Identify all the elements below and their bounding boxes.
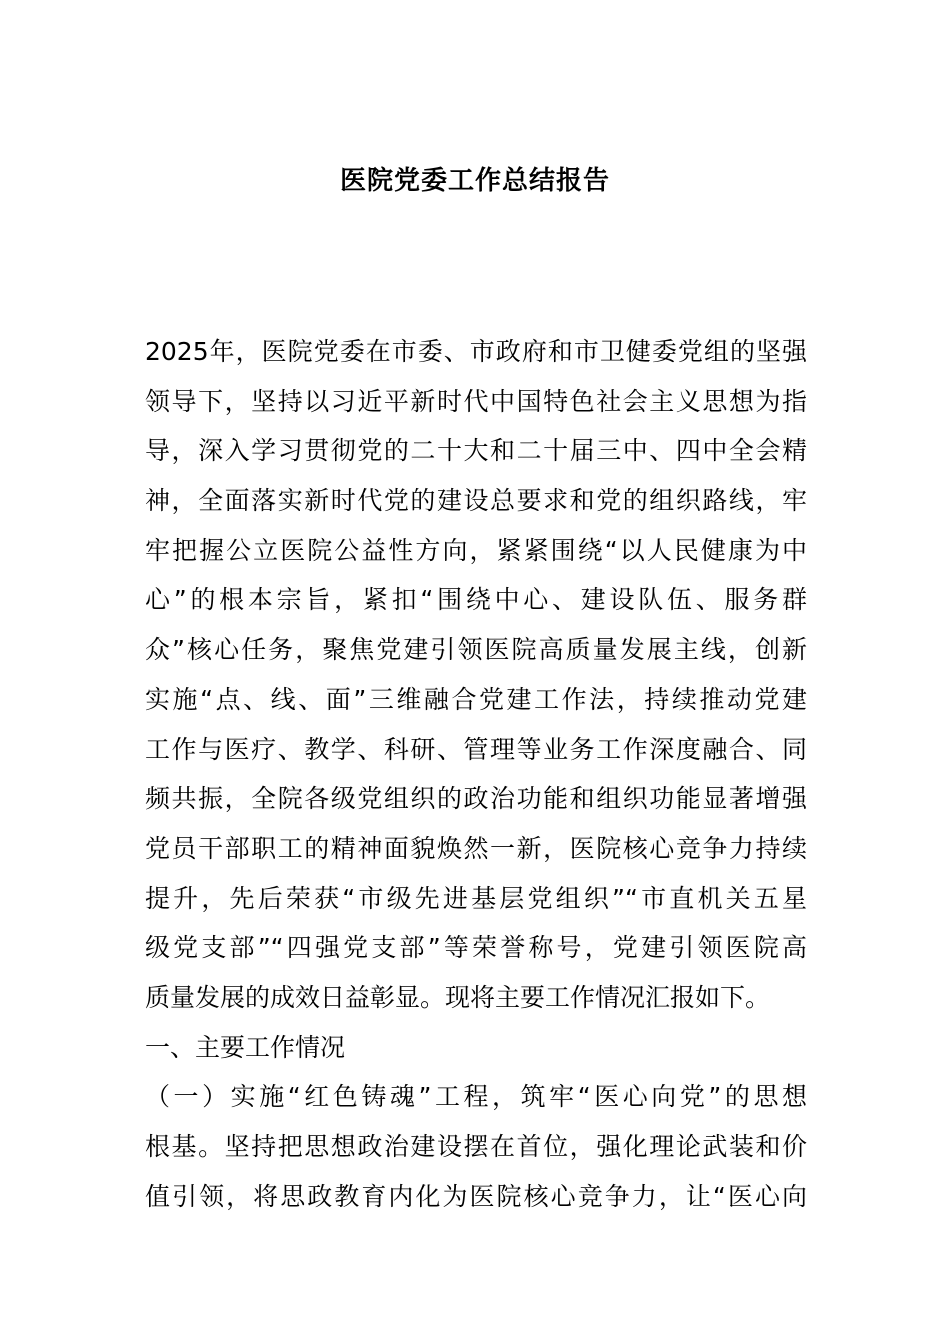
text-line: 牢把握公立医院公益性方向，紧紧围绕“以人民健康为中 xyxy=(145,535,807,565)
text-line: 2025年，医院党委在市委、市政府和市卫健委党组的坚强 xyxy=(145,337,807,366)
text-line: 质量发展的成效日益彰显。现将主要工作情况汇报如下。 xyxy=(145,982,771,1012)
text-line: 党员干部职工的精神面貌焕然一新，医院核心竞争力持续 xyxy=(145,833,807,863)
subsection-heading-line: （一）实施“红色铸魂”工程，筑牢“医心向党”的思想 xyxy=(145,1082,807,1112)
text-line: 提升，先后荣获“市级先进基层党组织”“市直机关五星 xyxy=(145,883,807,913)
text-line: 心”的根本宗旨，紧扣“围绕中心、建设队伍、服务群 xyxy=(145,585,807,615)
text-line: 众”核心任务，聚焦党建引领医院高质量发展主线，创新 xyxy=(145,635,807,665)
text-line: 值引领，将思政教育内化为医院核心竞争力，让“医心向 xyxy=(145,1181,807,1211)
text-line: 工作与医疗、教学、科研、管理等业务工作深度融合、同 xyxy=(145,734,807,764)
document-title: 医院党委工作总结报告 xyxy=(339,166,610,196)
document-body xyxy=(145,327,807,1221)
text-line: 神，全面落实新时代党的建设总要求和党的组织路线，牢 xyxy=(145,486,807,516)
text-line: 领导下，坚持以习近平新时代中国特色社会主义思想为指 xyxy=(145,386,807,416)
text-line: 实施“点、线、面”三维融合党建工作法，持续推动党建 xyxy=(145,684,807,714)
text-line: 根基。坚持把思想政治建设摆在首位，强化理论武装和价 xyxy=(145,1132,807,1161)
section-heading: 一、主要工作情况 xyxy=(145,1032,346,1062)
text-line: 导，深入学习贯彻党的二十大和二十届三中、四中全会精 xyxy=(145,436,807,466)
text-line: 级党支部”“四强党支部”等荣誉称号，党建引领医院高 xyxy=(145,933,807,963)
text-line: 频共振，全院各级党组织的政治功能和组织功能显著增强 xyxy=(145,784,807,814)
